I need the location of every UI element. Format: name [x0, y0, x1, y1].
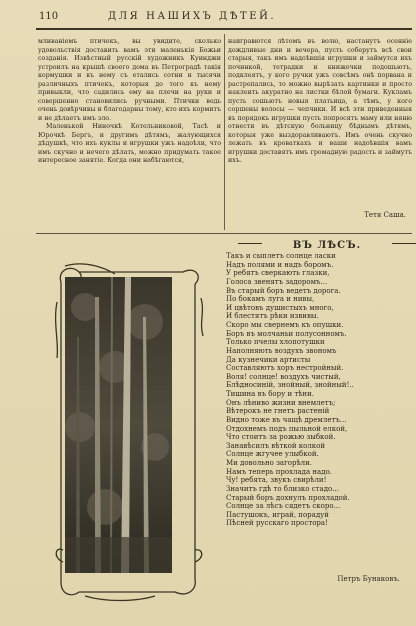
poem-line: У ребятъ сверкають глазки,	[226, 269, 330, 278]
poem-line: Составляютъ хоръ нестройный.	[226, 364, 344, 373]
poem-line: Пастушокъ, играй, порадуй	[226, 510, 329, 519]
poem-line: И цвѣтовъ душистыхъ много,	[226, 303, 334, 312]
poem-line: Тишина въ бору и тѣни.	[226, 390, 314, 398]
column-divider	[224, 34, 225, 230]
poem-line: Боръ въ молчаньи полусонномъ.	[226, 329, 347, 338]
poem-line: Блѣдносиній, знойный, знойный!..	[226, 381, 354, 390]
poem-line: Воля! солнце! воздухъ чистый,	[226, 372, 341, 381]
poem-line: Солнце за лѣсъ сядетъ скоро...	[226, 502, 341, 511]
poem-line: Значитъ гдѣ то близко стадо...	[226, 484, 339, 493]
poem-line: Солнце жгучее улыбкой.	[226, 450, 319, 459]
poem-line: Старый боръ дохнулъ прохладой.	[226, 493, 350, 502]
poem-line: Что стоитъ за рожью зыбкой.	[226, 433, 336, 442]
poem-line: Онъ лѣниво жизни внемлетъ;	[226, 398, 336, 407]
poem-line: Въ старый боръ ведетъ дорога.	[226, 286, 341, 295]
poem-title: ВЪ ЛѢСЪ.	[292, 240, 362, 251]
forest-photo	[65, 277, 172, 573]
poem-line: Отдохнемъ подъ пыльной елкой,	[226, 424, 348, 433]
article-left-column	[38, 38, 221, 238]
poem-line: Видно тоже въ чащѣ дремлетъ...	[226, 415, 347, 424]
poem-line: Да кузнечики артисты	[226, 355, 311, 364]
poem-line: Голоса звенятъ задоромъ...	[226, 277, 328, 286]
title-ornament-right	[392, 243, 416, 244]
article-right-column	[228, 38, 412, 228]
poem-line: Занавѣсилъ вѣткой колкой	[226, 441, 326, 450]
right-paragraph-1: наигравются лѣтомъ въ волю, настанутъ осенніе дождливые дни и вечера, пусть соберутъ всѣ свои старыя, такъ имъ надоѣвшія игрушки и займутся ихъ починкой, тетрадки и книжечки подошьютъ, подклеятъ, у кого ручки ужъ совсѣмъ онѣ порвана и растрепались, то можно вырѣзать картинки и просто наклеить акуратно на листки бѣлой бумаги. Кукламъ пусть сошьютъ новыя платьица, а тѣмъ, у кого соршены волосы — чепчики. И всѣ эти приведенныя въ порядокъ игрушки пусть попросятъ маму или няню отнести въ дѣтскую больницу бѣднымъ дѣтямъ, которыя уже выздоравливаютъ. Имъ очень скучно лежать въ кроваткахъ и ваши надоѣвшія вамъ игрушки доставятъ имъ громадную радость и займутъ ихъ.	[228, 38, 412, 164]
poem-line: Только пчелы хлопотушки	[226, 338, 325, 347]
poem-line: Намъ теперь прохлада надо.	[226, 467, 332, 476]
poem-line: Чу! ребята, звукъ свирѣли!	[226, 476, 327, 485]
article-signature: Тетя Саша.	[364, 211, 406, 219]
poem-text	[226, 252, 411, 528]
magazine-title: ДЛЯ НАШИХЪ ДѢТЕЙ.	[108, 11, 277, 22]
poem-line: Наполняють воздухъ звономъ	[226, 346, 337, 355]
left-paragraph-2: Маленькой Ниночкѣ Котельниковой, Тасѣ и Юрочкѣ Бергъ, и другимъ дѣтямъ, жалующихся дѣдушкѣ, что ихъ куклы и игрушки ужъ надоѣли, что имъ скучно и нечего дѣлать, можно придумать такое интересное занятіе. Когда они набѣгаются,	[38, 123, 221, 164]
left-paragraph-1: мливаніемъ птичекъ, вы увидите, сколько удовольствія доставить вамъ эти маленькія Божьи созданія. Извѣстный русскій художникъ Куинджи устроилъ на крышѣ своего дома въ Петроградѣ такія кормушки и къ нему съ етались сотни и тысячи различныхъ птичекъ, которыя до того къ нему привыкли, что садились ему на плечи на руки и совершенно становились ручными. Птички ведь очень довѣрчивы и благодарны тому, кто ихъ кормитъ и не дѣлаетъ имъ зло.	[38, 38, 221, 122]
title-ornament-left	[238, 243, 262, 244]
poem-line: Скоро мы свернемъ къ опушки.	[226, 321, 344, 329]
poem-line: Такъ и сыплетъ солнце ласки	[226, 252, 336, 260]
poem-line: Ми довольно загорѣли.	[226, 459, 313, 467]
poem-line: Надъ полями и надъ боромъ.	[226, 260, 334, 269]
poem-line: Вѣтерокъ не гнетъ растеній	[226, 407, 330, 416]
poem-author: Петръ Бунаковъ.	[337, 575, 400, 583]
poem-line: По бокамъ луга и нивы,	[226, 295, 315, 304]
running-header	[0, 10, 416, 26]
poem-line: Пѣсней русскаго простора!	[226, 519, 328, 528]
page-number: 110	[39, 11, 59, 22]
header-rule	[36, 28, 412, 30]
poem-line: И блестятъ рѣки извивы.	[226, 312, 319, 321]
section-rule	[36, 233, 412, 234]
